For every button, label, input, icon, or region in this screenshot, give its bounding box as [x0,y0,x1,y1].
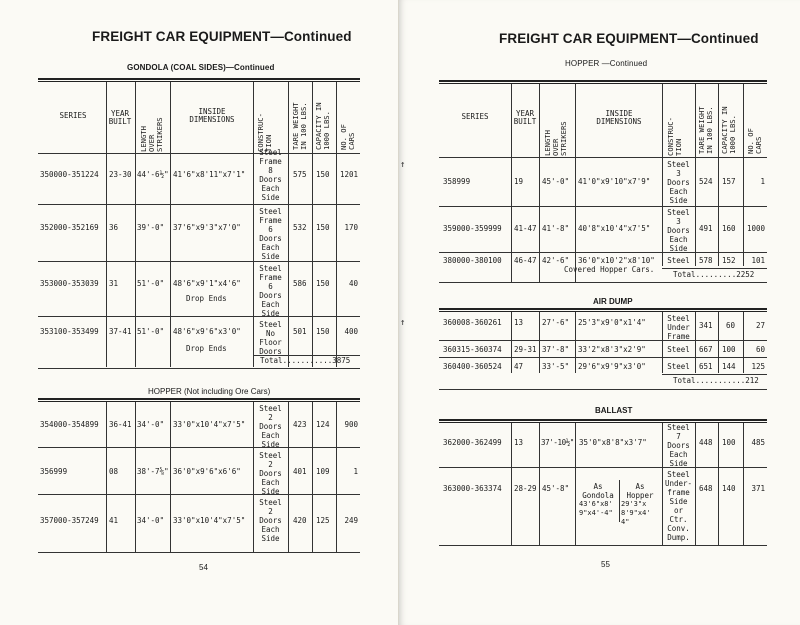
table-bottom-rule [38,368,360,369]
cell-capacity: 150 [316,279,330,288]
section-title-air-dump: AIR DUMP [593,297,633,306]
cell-construction: Steel [667,256,690,265]
row-divider [662,374,767,375]
header-series: SERIES [59,111,87,120]
cell-length: 34'-0" [137,516,165,525]
cell-capacity: 150 [316,223,330,232]
covered-hopper-note: Covered Hopper Cars. [564,265,655,274]
header-capacity: CAPACITY IN 1000 LBS. [314,102,331,150]
header-series: SERIES [461,112,489,121]
binding-mark: ↑ [400,160,406,170]
cell-series: 354000-354899 [40,420,99,429]
cell-cars: 1000 [746,224,765,233]
cell-cars: 40 [348,279,358,288]
cell-length: 37'-10½" [541,438,574,447]
row-divider [439,467,767,468]
cell-construction: Steel 3 Doors Each Side [667,208,690,253]
cell-construction: Steel 2 Doors Each Side [259,404,282,449]
table-subtitle-hopper: HOPPER —Continued [565,59,648,68]
cell-cars: 1 [760,177,765,186]
row-divider [662,268,767,269]
cell-inside-note: Drop Ends [186,294,227,303]
cell-year: 37-41 [109,327,132,336]
col-divider [695,312,696,373]
col-divider [106,82,107,367]
col-divider [170,82,171,367]
cell-length: 38'-7⅝" [137,467,169,476]
cell-inside: 33'0"x10'4"x7'5" [173,420,246,429]
cell-series: 360008-360261 [443,318,502,327]
cell-tare: 420 [293,516,307,525]
cell-capacity: 144 [722,362,736,371]
cell-length: 34'-0" [137,420,165,429]
col-divider [170,402,171,552]
cell-series: 360400-360524 [443,362,502,371]
header-year-built: YEAR BUILT [108,109,132,126]
row-divider [439,206,767,207]
header-construction: CONSTRUC- TION [666,117,683,156]
header-tare-weight: TARE WEIGHT IN 100 LBS. [697,106,714,154]
cell-construction: Steel No Floor Doors [259,320,282,356]
cell-capacity: 150 [316,327,330,336]
cell-series: 360315-360374 [443,345,502,354]
cell-series: 362000-362499 [443,438,502,447]
cell-construction: Steel Frame 6 Doors Each Side [259,207,282,261]
cell-inside: 41'6"x8'11"x7'1" [173,170,246,179]
cell-inside-gondola-head: As Gondola [582,482,614,500]
cell-cars: 60 [755,345,765,354]
cell-tare: 341 [699,321,713,330]
cell-tare: 401 [293,467,307,476]
cell-year: 36 [109,223,119,232]
cell-construction: Steel Under Frame [667,314,690,341]
cell-length: 51'-0" [137,279,165,288]
cell-cars: 400 [344,327,358,336]
header-tare-weight: TARE WEIGHT IN 100 LBS. [291,102,308,150]
cell-construction: Steel Frame 8 Doors Each Side [259,148,282,202]
cell-capacity: 125 [316,516,330,525]
cell-capacity: 124 [316,420,330,429]
row-divider [38,316,360,317]
page-title-left: FREIGHT CAR EQUIPMENT—Continued [92,29,352,44]
cell-cars: 125 [751,362,765,371]
cell-inside: 36'0"x10'2"x8'10" [578,256,655,265]
cell-tare: 423 [293,420,307,429]
cell-year: 41-47 [514,224,537,233]
header-length: LENGTH OVER STRIKERS [543,121,568,156]
header-construction: CONSTRUC- TION [256,113,273,152]
cell-capacity: 160 [722,224,736,233]
col-divider [312,82,313,367]
cell-capacity: 157 [722,177,736,186]
header-inside-dimensions: INSIDE DIMENSIONS [596,109,642,126]
cell-cars: 1201 [339,170,358,179]
cell-series: 353100-353499 [40,327,99,336]
header-year-built: YEAR BUILT [513,109,537,126]
header-capacity: CAPACITY IN 1000 LBS. [720,106,737,154]
cell-tare: 501 [293,327,307,336]
cell-inside: 33'2"x8'3"x2'9" [578,345,646,354]
cell-tare: 667 [699,345,713,354]
row-divider [38,494,360,495]
cell-year: 47 [514,362,524,371]
header-inside-dimensions: INSIDE DIMENSIONS [189,107,235,124]
cell-tare: 648 [699,484,713,493]
cell-length: 39'-0" [137,223,165,232]
cell-construction: Steel 2 Doors Each Side [259,498,282,543]
cell-construction: Steel [667,362,690,371]
col-divider [539,423,540,545]
cell-construction: Steel 2 Doors Each Side [259,451,282,496]
cell-inside: 40'8"x10'4"x7'5" [578,224,651,233]
header-length: LENGTH OVER STRIKERS [139,117,164,152]
row-divider [38,261,360,262]
hopper-total: Total.........2252 [673,270,755,279]
cell-year: 46-47 [514,256,537,265]
col-divider [743,84,744,266]
cell-length: 51'-0" [137,327,165,336]
col-divider [511,312,512,373]
cell-inside-hopper-head: As Hopper [626,482,654,500]
cell-year: 19 [514,177,524,186]
cell-capacity: 109 [316,467,330,476]
cell-cars: 1 [353,467,358,476]
cell-tare: 524 [699,177,713,186]
cell-cars: 371 [751,484,765,493]
cell-length: 42'-6" [542,256,570,265]
row-divider [439,357,767,358]
cell-series: 352000-352169 [40,223,99,232]
col-divider [695,423,696,545]
cell-inside: 48'6"x9'6"x3'0" [173,327,241,336]
col-divider [511,423,512,545]
cell-year: 41 [109,516,119,525]
cell-inside-hopper: 29'3"x 8'9"x4' 4" [621,500,651,526]
air-dump-total: Total...........212 [673,376,759,385]
cell-tare: 575 [293,170,307,179]
cell-tare: 448 [699,438,713,447]
cell-inside: 48'6"x9'1"x4'6" [173,279,241,288]
col-divider [288,402,289,552]
cell-inside: 25'3"x9'0"x1'4" [578,318,646,327]
cell-length: 45'-0" [542,177,570,186]
cell-year: 23-30 [109,170,132,179]
cell-construction: Steel Frame 6 Doors Each Side [259,264,282,318]
cell-length: 27'-6" [542,318,570,327]
cell-length: 45'-8" [542,484,570,493]
col-divider [718,312,719,373]
cell-series: 353000-353039 [40,279,99,288]
cell-tare: 532 [293,223,307,232]
cell-inside: 33'0"x10'4"x7'5" [173,516,246,525]
cell-series: 363000-363374 [443,484,502,493]
cell-series: 380000-380100 [443,256,502,265]
col-divider [575,423,576,545]
col-divider [135,82,136,367]
cell-cars: 27 [755,321,765,330]
header-no-of-cars: NO. OF CARS [746,128,763,154]
cell-capacity: 150 [316,170,330,179]
page-number-right: 55 [601,560,610,569]
cell-inside: 29'6"x9'9"x3'0" [578,362,646,371]
gondola-total: Total...........3875 [260,356,351,365]
cell-tare: 586 [293,279,307,288]
page-number-left: 54 [199,563,208,572]
cell-year: 08 [109,467,119,476]
cell-year: 13 [514,438,524,447]
table-bottom-rule [439,282,767,283]
cell-series: 357000-357249 [40,516,99,525]
cell-series: 356999 [40,467,68,476]
cell-inside: 37'6"x9'3"x7'0" [173,223,241,232]
cell-capacity: 140 [722,484,736,493]
table-subtitle-gondola: GONDOLA (COAL SIDES)—Continued [127,63,275,72]
cell-series: 350000-351224 [40,170,99,179]
col-divider [106,402,107,552]
col-divider [312,402,313,552]
col-divider [718,84,719,266]
cell-inside-note: Drop Ends [186,344,227,353]
cell-tare: 578 [699,256,713,265]
cell-cars: 900 [344,420,358,429]
page-title-right: FREIGHT CAR EQUIPMENT—Continued [499,31,759,46]
right-page [398,0,800,625]
row-divider [38,204,360,205]
cell-inside-gondola: 43'6"x8' 9"x4'-4" [579,500,613,517]
row-divider [38,447,360,448]
cell-construction: Steel 3 Doors Each Side [667,160,690,205]
col-divider [135,402,136,552]
col-divider [718,423,719,545]
cell-cars: 101 [751,256,765,265]
cell-inside: 41'0"x9'10"x7'9" [578,177,651,186]
cell-capacity: 100 [722,345,736,354]
cell-year: 29-31 [514,345,537,354]
cell-year: 13 [514,318,524,327]
cell-tare: 651 [699,362,713,371]
cell-construction: Steel Under- frame Side or Ctr. Conv. Dump. [664,470,693,542]
cell-length: 44'-6½" [137,170,169,179]
col-divider [695,84,696,266]
cell-construction: Steel 7 Doors Each Side [667,423,690,468]
header-no-of-cars: NO. OF CARS [339,124,356,150]
col-divider [539,312,540,373]
cell-cars: 249 [344,516,358,525]
cell-length: 41'-8" [542,224,570,233]
cell-year: 31 [109,279,119,288]
cell-capacity: 60 [726,321,736,330]
row-divider [439,340,767,341]
section-title-ballast: BALLAST [595,406,633,415]
binding-mark: ↑ [400,318,406,328]
cell-capacity: 100 [722,438,736,447]
cell-year: 28-29 [514,484,537,493]
cell-capacity: 152 [722,256,736,265]
table-bottom-rule [439,389,767,390]
cell-construction: Steel [667,345,690,354]
cell-cars: 170 [344,223,358,232]
section-title-hopper: HOPPER (Not including Ore Cars) [148,387,271,396]
table-bottom-rule [439,545,767,546]
cell-inside: 36'0"x9'6"x6'6" [173,467,241,476]
cell-tare: 491 [699,224,713,233]
cell-inside: 35'0"x8'8"x3'7" [579,438,647,447]
col-divider [288,82,289,367]
cell-series: 359000-359999 [443,224,502,233]
cell-year: 36-41 [109,420,132,429]
table-bottom-rule [38,552,360,553]
col-divider [575,312,576,373]
cell-series: 358999 [443,177,471,186]
cell-length: 33'-5" [542,362,570,371]
row-divider [439,252,767,253]
cell-cars: 485 [751,438,765,447]
cell-length: 37'-8" [542,345,570,354]
